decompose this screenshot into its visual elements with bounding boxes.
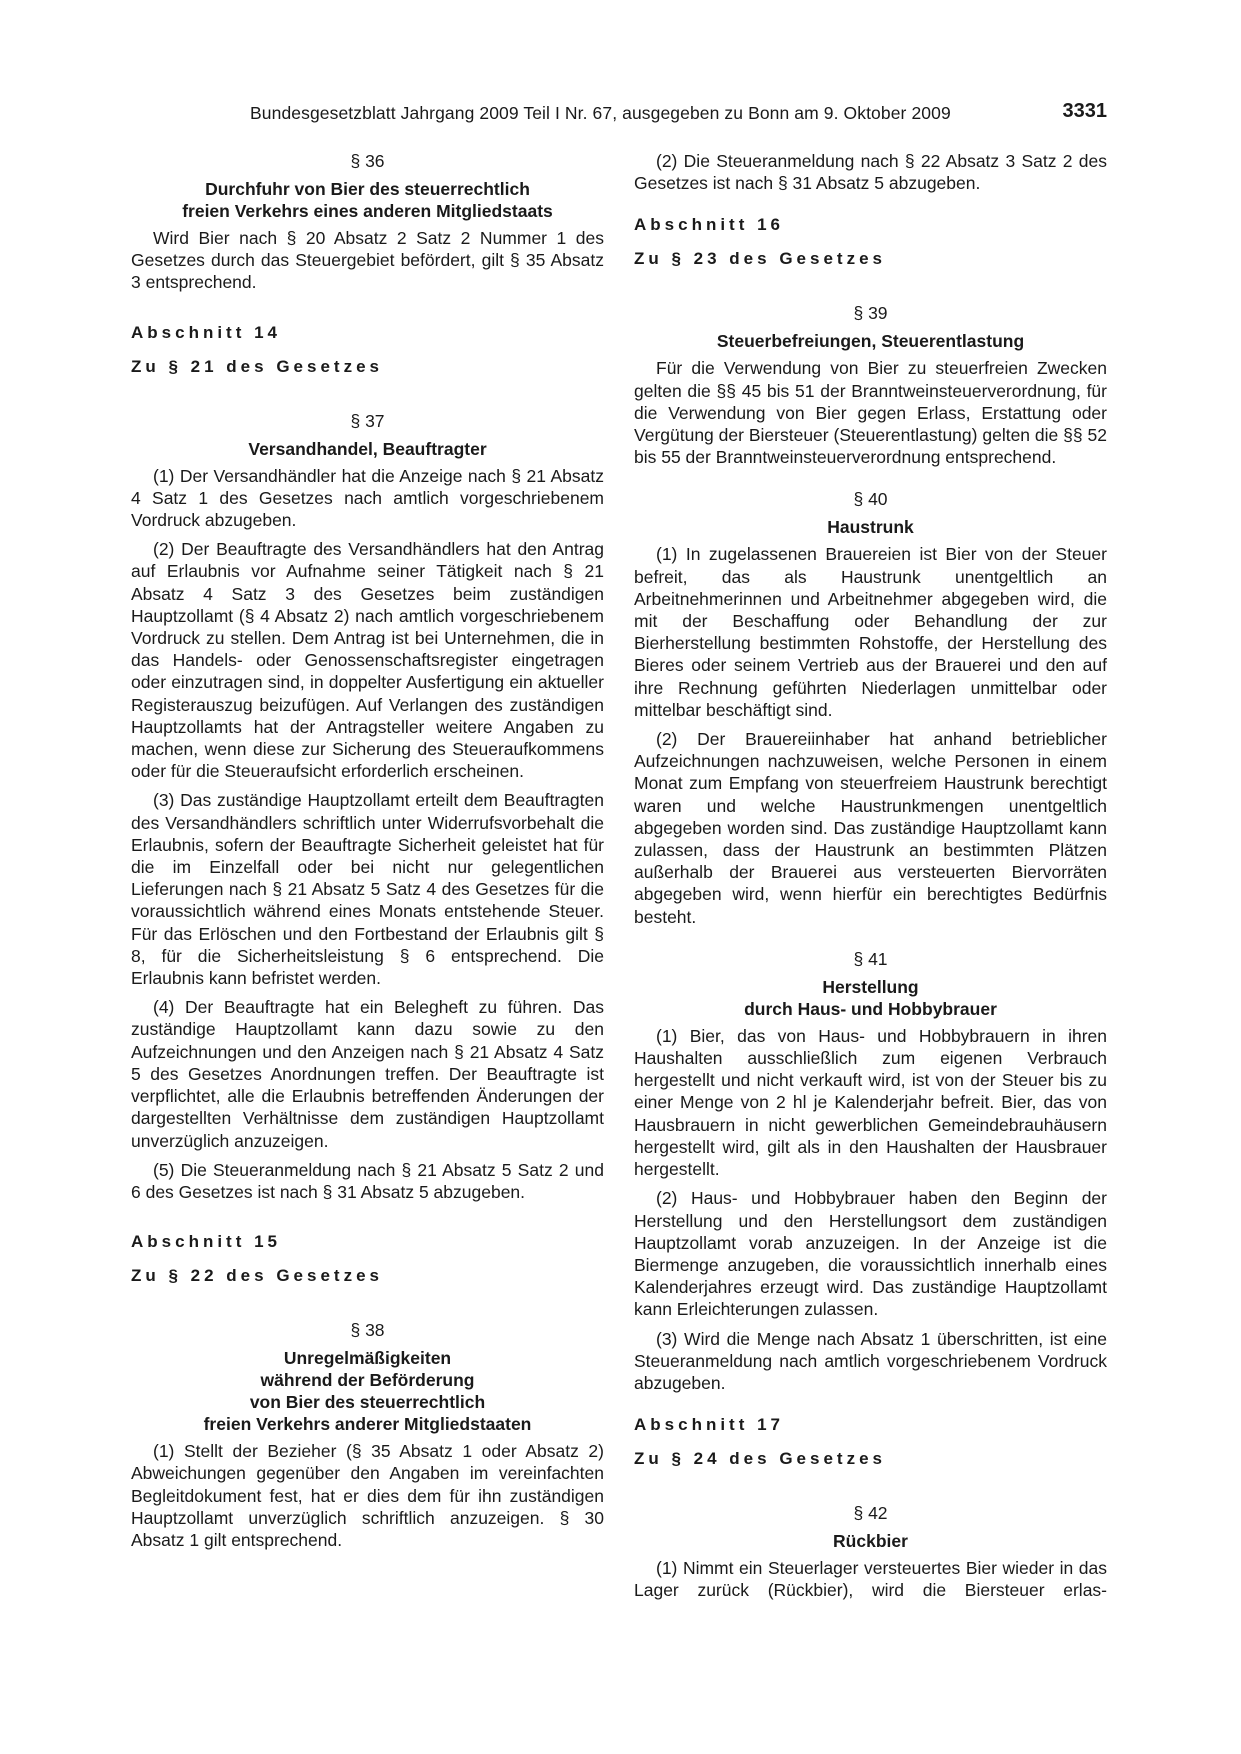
title-line: Herstellung <box>822 976 919 997</box>
section-number: § 42 <box>853 1503 888 1524</box>
paragraph: (3) Das zuständige Hauptzollamt erteilt dem Beauftragten des Versandhändlers schriftlich unter Widerrufsvorbehalt die Erlaubnis, sofern der Beauftragte Sicherheit geleistet hat für die im Einzelfall oder bei nicht nur gelegentlichen Lieferungen nach § 21 Absatz 5 Satz 4 des Gesetzes für die voraussichtlich während eines Monats entstehende Steuer. Für das Erlöschen und den Fortbestand der Erlaubnis gilt § 8, für die Sicherheitsleistung § 6 entsprechend. Die Erlaubnis kann befristet werden. <box>131 790 604 989</box>
abschnitt-heading: Abschnitt 14 <box>131 322 282 342</box>
right-column <box>634 150 1107 1602</box>
zu-heading: Zu § 24 des Gesetzes <box>634 1449 886 1469</box>
title-line: durch Haus- und Hobbybrauer <box>744 998 997 1019</box>
abschnitt-heading: Abschnitt 16 <box>634 215 785 235</box>
section-number: § 39 <box>853 303 888 324</box>
paragraph: (2) Haus- und Hobbybrauer haben den Beginn der Herstellung und den Herstellungsort dem zuständigen Hauptzollamt vorab anzuzeigen. In der Anzeige ist die Biermenge anzugeben, die voraussichtlich innerhalb eines Kalenderjahres erzeugt wird. Das zuständige Hauptzollamt kann Erleichterungen zulassen. <box>634 1188 1107 1320</box>
section-title <box>131 178 604 222</box>
title-line: Durchfuhr von Bier des steuerrechtlich <box>205 179 530 199</box>
paragraph: (1) Stellt der Bezieher (§ 35 Absatz 1 oder Absatz 2) Abweichungen gegenüber den Angaben im vereinfachten Begleitdokument fest, hat er dies dem für ihn zuständigen Hauptzollamt unverzüglich schriftlich anzuzeigen. § 30 Absatz 1 gilt entsprechend. <box>131 1441 604 1550</box>
section-number: § 37 <box>350 410 385 431</box>
paragraph: (1) In zugelassenen Brauereien ist Bier von der Steuer befreit, das als Haustrunk unentgeltlich an Arbeitnehmerinnen und Arbeitnehmer abgegeben wird, die mit der Beschaffung oder Behandlung der zur Bierherstellung bestimmten Rohstoffe, der Herstellung des Bieres oder seinem Vertrieb aus der Brauerei und den auf ihre Rechnung geführten Niederlagen unmittelbar oder mittelbar beschäftigt sind. <box>634 544 1107 720</box>
title-line: von Bier des steuerrechtlich <box>249 1392 486 1413</box>
page-header <box>130 100 1107 128</box>
title-line: Rückbier <box>833 1531 908 1552</box>
title-line: Steuerbefreiungen, Steuerentlastung <box>716 331 1025 352</box>
title-line: Versandhandel, Beauftragter <box>248 438 487 459</box>
section-title <box>634 516 1107 538</box>
section-title <box>634 330 1107 352</box>
abschnitt-heading: Abschnitt 15 <box>131 1232 282 1252</box>
section-number: § 41 <box>853 948 888 969</box>
section-number: § 40 <box>853 489 888 510</box>
page-number: 3331 <box>1062 100 1107 122</box>
paragraph: (5) Die Steueranmeldung nach § 21 Absatz 5 Satz 2 und 6 des Gesetzes ist nach § 31 Absatz 5 abzugeben. <box>131 1159 604 1202</box>
paragraph: (3) Wird die Menge nach Absatz 1 überschritten, ist eine Steueranmeldung nach amtlich vorgeschriebenem Vordruck abzugeben. <box>634 1328 1107 1393</box>
zu-heading: Zu § 22 des Gesetzes <box>131 1266 383 1286</box>
paragraph: Wird Bier nach § 20 Absatz 2 Satz 2 Nummer 1 des Gesetzes durch das Steuergebiet befördert, gilt § 35 Absatz 3 entsprechend. <box>131 228 604 293</box>
section-number: § 38 <box>350 1320 385 1341</box>
zu-heading: Zu § 23 des Gesetzes <box>634 249 886 269</box>
section-title <box>634 1530 1107 1552</box>
zu-heading: Zu § 21 des Gesetzes <box>131 356 383 376</box>
section-title <box>634 976 1107 1020</box>
title-line: Haustrunk <box>827 517 914 538</box>
title-line: freien Verkehrs eines anderen Mitgliedstaats <box>182 201 553 221</box>
abschnitt-heading: Abschnitt 17 <box>634 1415 785 1435</box>
title-line: während der Beförderung <box>260 1370 475 1391</box>
paragraph: (1) Der Versandhändler hat die Anzeige nach § 21 Absatz 4 Satz 1 des Gesetzes nach amtlich vorgeschriebenem Vordruck abzugeben. <box>131 465 604 531</box>
paragraph: (2) Die Steueranmeldung nach § 22 Absatz 3 Satz 2 des Gesetzes ist nach § 31 Absatz 5 abzugeben. <box>634 151 1107 194</box>
section-number: § 36 <box>350 151 385 171</box>
paragraph: Für die Verwendung von Bier zu steuerfreien Zwecken gelten die §§ 45 bis 51 der Branntweinsteuerverordnung, für die Verwendung von Bier gegen Erlass, Erstattung oder Vergütung der Biersteuer (Steuerentlastung) gelten die §§ 52 bis 55 der Branntweinsteuerverordnung entsprechend. <box>634 358 1107 468</box>
paragraph: (1) Bier, das von Haus- und Hobbybrauern in ihren Haushalten ausschließlich zum eigenen Verbrauch hergestellt und nicht verkauft wird, ist von der Steuer bis zu einer Menge von 2 hl je Kalenderjahr befreit. Bier, das von Hausbrauern in nicht gewerblichen Gemeindebrauhäusern hergestellt wird, gilt als in den Haushalten der Hausbrauer hergestellt. <box>634 1025 1107 1180</box>
paragraph: (2) Der Brauereiinhaber hat anhand betrieblicher Aufzeichnungen nachzuweisen, welche Personen in einem Monat zum Empfang von steuerfreiem Haustrunk berechtigt waren und welche Haustrunkmengen unentgeltlich abgegeben worden sind. Das zuständige Hauptzollamt kann zulassen, dass der Haustrunk an bestimmten Plätzen außerhalb der Brauerei aus versteuerten Biervorräten abgegeben wird, wenn hierfür ein berechtigtes Bedürfnis besteht. <box>634 729 1107 927</box>
title-line: freien Verkehrs anderer Mitgliedstaaten <box>203 1414 532 1435</box>
left-column <box>131 150 604 1551</box>
section-title <box>131 1347 604 1435</box>
paragraph: (4) Der Beauftragte hat ein Belegheft zu führen. Das zuständige Hauptzollamt kann dazu sowie zu den Aufzeichnungen und den Anzeigen nach § 21 Absatz 4 Satz 5 des Gesetzes Anordnungen treffen. Der Beauftragte ist verpflichtet, alle die Erlaubnis betreffenden Änderungen der dargestellten Verhältnisse dem zuständigen Hauptzollamt unverzüglich anzuzeigen. <box>131 997 604 1151</box>
section-title <box>131 438 604 460</box>
paragraph: (2) Der Beauftragte des Versandhändlers hat den Antrag auf Erlaubnis vor Aufnahme seiner Tätigkeit nach § 21 Absatz 4 Satz 3 des Gesetzes beim zuständigen Hauptzollamt (§ 4 Absatz 2) nach amtlich vorgeschriebenem Vordruck zu stellen. Dem Antrag ist bei Unternehmen, die in das Handels- oder Genossenschaftsregister eingetragen oder einzutragen sind, in doppelter Ausfertigung ein aktueller Registerauszug beizufügen. Auf Verlangen des zuständigen Hauptzollamts hat der Antragsteller weitere Angaben zu machen, wenn diese zur Sicherung des Steueraufkommens oder für die Steueraufsicht erforderlich erscheinen. <box>131 539 604 782</box>
title-line: Unregelmäßigkeiten <box>283 1348 452 1369</box>
paragraph: (1) Nimmt ein Steuerlager versteuertes Bier wieder in das Lager zurück (Rückbier), wird die Biersteuer erlas- <box>634 1558 1107 1601</box>
running-title: Bundesgesetzblatt Jahrgang 2009 Teil I Nr. 67, ausgegeben zu Bonn am 9. Oktober 2009 <box>250 103 951 123</box>
